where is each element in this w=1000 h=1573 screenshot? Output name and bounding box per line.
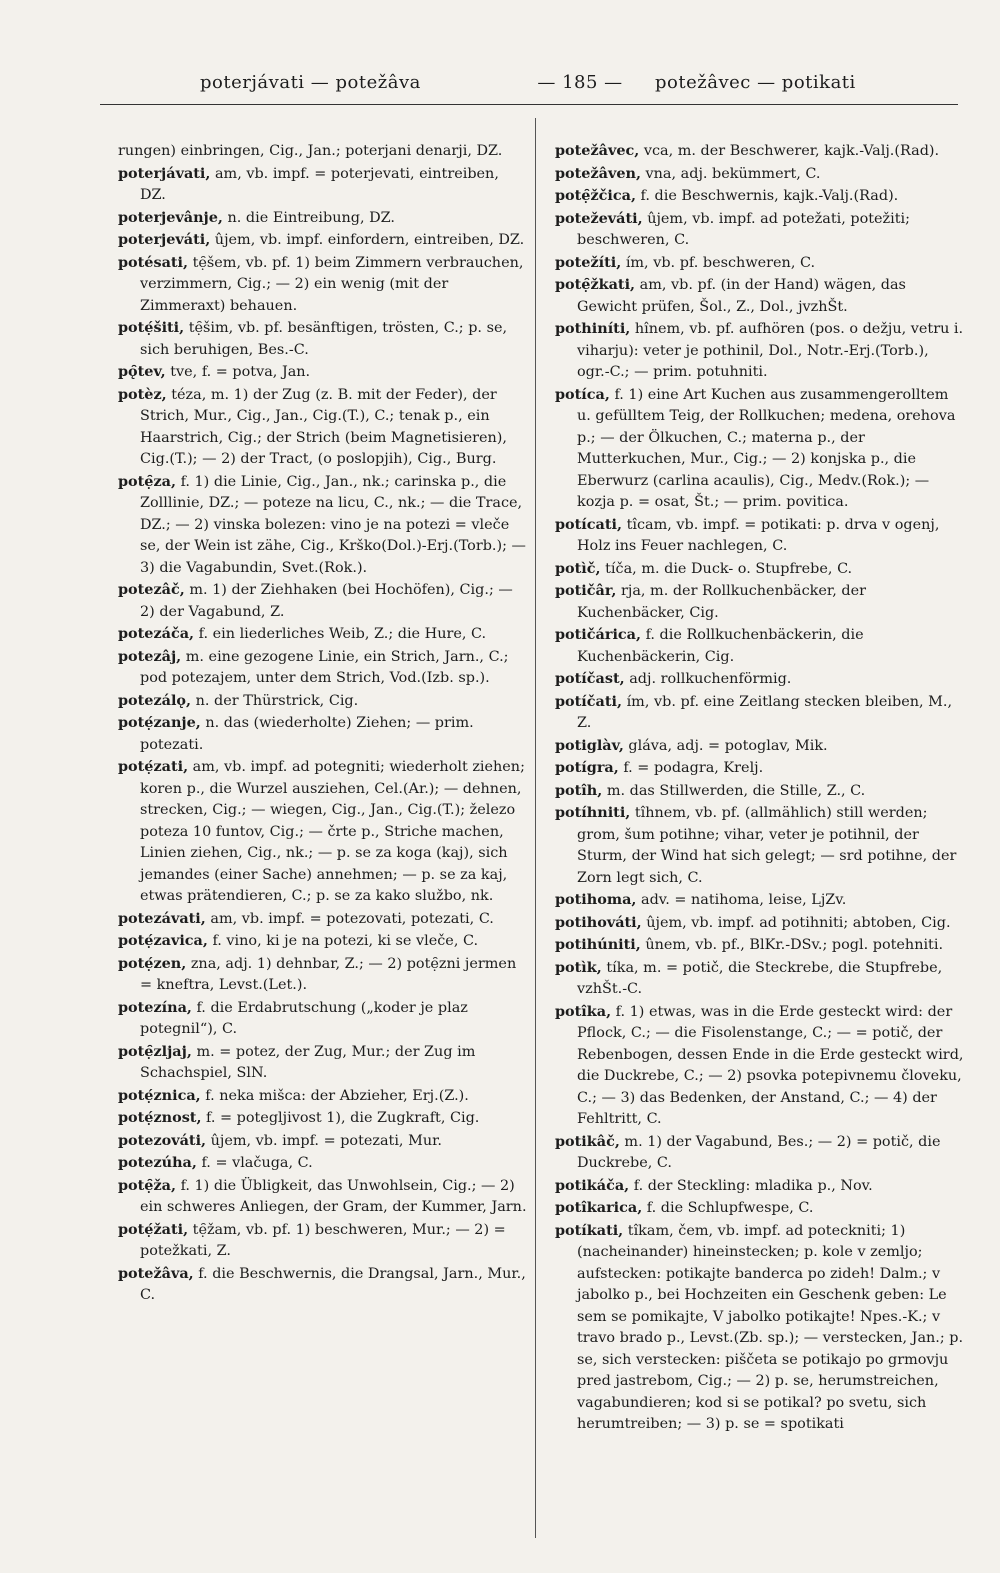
entry-definition: f. = vlačuga, C. bbox=[201, 1155, 313, 1171]
dictionary-entry bbox=[118, 1263, 528, 1307]
right-column bbox=[555, 140, 965, 1436]
entry-headword: potežâvec, bbox=[555, 142, 640, 159]
entry-headword: pǫ̑tev, bbox=[118, 363, 166, 380]
entry-headword: potîkarica, bbox=[555, 1199, 643, 1216]
entry-headword: potẹ̑zljaj, bbox=[118, 1042, 192, 1060]
dictionary-entry bbox=[118, 756, 528, 908]
dictionary-entry bbox=[555, 1131, 965, 1175]
dictionary-entry bbox=[555, 514, 965, 558]
entry-definition: vca, m. der Beschwerer, kajk.-Valj.(Rad). bbox=[643, 143, 940, 159]
entry-headword: potícati, bbox=[555, 515, 622, 533]
entry-definition: tíka, m. = potič, die Steckrebe, die Stupfrebe, vzhŠt.-C. bbox=[577, 959, 943, 997]
entry-definition: téza, m. 1) der Zug (z. B. mit der Feder), der Strich, Mur., Cig., Jan., Cig.(T.), C.; tenak p., ein Haarstrich, Cig.; der Strich (beim Magnetisieren), Cig.(T.); — 2) der Tract, (o poslopjih), Cig., Burg. bbox=[140, 386, 507, 467]
entry-definition: f. 1) die Übligkeit, das Unwohlsein, Cig.; — 2) ein schweres Anliegen, der Gram, der Kummer, Jarn. bbox=[140, 1177, 527, 1215]
entry-definition: tîkam, čem, vb. impf. ad poteckniti; 1) (nacheinander) hineinstecken; p. kole v zemljo; aufstecken: potikajte banderca po zideh! Dalm.; v jabolko p., bei Hochzeiten ein Geschenk geben: Le sem se pomikajte, V jabolko potikajte! Npes.-K.; v travo brado p., Levst.(Zb. sp.); — verstecken, Jan.; p. se, sich verstecken: piščeta se potikajo po grmovju pred jastrebom, Cig.; — 2) p. se, herumstreichen, vagabundieren; kod si se potikal? po svetu, sich herumtreiben; — 3) p. se = spotikati bbox=[577, 1222, 964, 1432]
dictionary-entry bbox=[118, 997, 528, 1041]
entry-headword: potezávati, bbox=[118, 909, 206, 927]
entry-definition: rungen) einbringen, Cig., Jan.; poterjani denarji, DZ. bbox=[118, 143, 503, 159]
dictionary-entry bbox=[555, 957, 965, 1001]
entry-definition: ûnem, vb. pf., BlKr.-DSv.; pogl. potehniti. bbox=[645, 937, 944, 953]
entry-definition: f. der Steckling: mladika p., Nov. bbox=[633, 1177, 873, 1194]
entry-headword: potẹ́znost, bbox=[118, 1109, 202, 1126]
entry-definition: rja, m. der Rollkuchenbäcker, der Kuchenbäcker, Cig. bbox=[577, 583, 866, 621]
entry-headword: potikâč, bbox=[555, 1132, 620, 1150]
entry-definition: hînem, vb. pf. aufhören (pos. o dežju, vetru i. viharju): veter je pothinil, Dol., Notr.-Erj.(Torb.), ogr.-C.; — prim. potuhniti. bbox=[577, 321, 964, 380]
entry-headword: potésati, bbox=[118, 253, 189, 271]
entry-definition: n. die Eintreibung, DZ. bbox=[227, 209, 395, 226]
entry-headword: potezáča, bbox=[118, 625, 195, 642]
entry-headword: potezâj, bbox=[118, 647, 182, 665]
dictionary-entry bbox=[555, 274, 965, 318]
entry-headword: potíčati, bbox=[555, 692, 622, 710]
entry-headword: potẹ̑ža, bbox=[118, 1176, 176, 1194]
entry-headword: potežíti, bbox=[555, 253, 622, 271]
running-header bbox=[100, 72, 950, 108]
entry-headword: potezína, bbox=[118, 998, 192, 1016]
dictionary-entry bbox=[118, 1130, 528, 1153]
dictionary-entry bbox=[555, 1220, 965, 1436]
dictionary-entry bbox=[118, 361, 528, 384]
dictionary-entry bbox=[555, 889, 965, 912]
entry-headword: potìč, bbox=[555, 559, 601, 577]
dictionary-entry bbox=[555, 1175, 965, 1198]
dictionary-entry bbox=[555, 140, 965, 163]
dictionary-entry bbox=[118, 930, 528, 953]
entry-definition: adv. = natihoma, leise, LjZv. bbox=[640, 892, 847, 908]
entry-headword: potezálǫ, bbox=[118, 691, 192, 709]
entry-definition: f. neka mišca: der Abzieher, Erj.(Z.). bbox=[205, 1087, 469, 1104]
entry-definition: f. die Erdabrutschung („koder je plaz potegnil“), C. bbox=[140, 999, 468, 1037]
dictionary-entry bbox=[118, 712, 528, 756]
left-column bbox=[118, 140, 528, 1307]
entry-headword: potezâč, bbox=[118, 581, 185, 598]
dictionary-entry bbox=[555, 912, 965, 935]
entry-definition: n. das (wiederholte) Ziehen; — prim. potezati. bbox=[140, 715, 474, 753]
dictionary-entry bbox=[555, 185, 965, 208]
column-divider bbox=[535, 118, 536, 1538]
dictionary-entry bbox=[118, 1041, 528, 1085]
entry-headword: potẹ́žati, bbox=[118, 1220, 189, 1238]
dictionary-entry bbox=[118, 690, 528, 713]
entry-definition: f. = podagra, Krelj. bbox=[623, 760, 764, 776]
entry-definition: tẹ̑žam, vb. pf. 1) beschweren, Mur.; — 2) = potežkati, Z. bbox=[140, 1221, 506, 1259]
entry-definition: f. die Schlupfwespe, C. bbox=[646, 1200, 814, 1216]
entry-definition: f. 1) eine Art Kuchen aus zusammengerolltem u. gefülltem Teig, der Rollkuchen; medena, orehova p.; — der Ölkuchen, C.; materna p., der Mutterkuchen, Mur., Cig.; — 2) konjska p., die Eberwurz (carlina acaulis), Cig., Medv.(Rok.); — kozja p. = osat, Št.; — prim. povitica. bbox=[577, 386, 956, 510]
entry-definition: m. = potez, der Zug, Mur.; der Zug im Schachspiel, SlN. bbox=[140, 1043, 476, 1081]
entry-definition: tẹ̑šem, vb. pf. 1) beim Zimmern verbrauchen, verzimmern, Cig.; — 2) ein wenig (mit der Zimmeraxt) behauen. bbox=[140, 254, 524, 314]
entry-definition: tve, f. = potva, Jan. bbox=[170, 364, 311, 380]
entry-headword: pothiníti, bbox=[555, 320, 631, 337]
entry-headword: potìk, bbox=[555, 958, 602, 976]
page-number: — 185 — bbox=[537, 72, 623, 93]
entry-definition: ûjem, vb. impf. = potezati, Mur. bbox=[210, 1132, 442, 1149]
entry-headword: potígra, bbox=[555, 759, 619, 776]
entry-definition: m. 1) der Ziehhaken (bei Hochöfen), Cig.; — 2) der Vagabund, Z. bbox=[140, 582, 513, 620]
dictionary-entry bbox=[118, 163, 528, 207]
entry-definition: am, vb. impf. = poterjevati, eintreiben, DZ. bbox=[140, 165, 499, 203]
entry-definition: ûjem, vb. impf. ad potežati, potežiti; beschweren, C. bbox=[577, 210, 910, 248]
dictionary-entry bbox=[118, 623, 528, 646]
dictionary-entry bbox=[555, 252, 965, 275]
header-rule bbox=[100, 104, 958, 105]
dictionary-entry bbox=[118, 579, 528, 623]
entry-headword: potihoma, bbox=[555, 891, 637, 908]
entry-definition: adj. rollkuchenförmig. bbox=[629, 671, 792, 687]
dictionary-entry bbox=[555, 802, 965, 889]
entry-definition: tîcam, vb. impf. = potikati: p. drva v ogenj, Holz ins Feuer nachlegen, C. bbox=[577, 516, 940, 554]
entry-definition: tẹ̑šim, vb. pf. besänftigen, trösten, C.; p. se, sich beruhigen, Bes.-C. bbox=[140, 320, 508, 358]
entry-definition: vna, adj. bekümmert, C. bbox=[645, 165, 821, 182]
entry-headword: potẹ́zen, bbox=[118, 954, 187, 972]
entry-headword: potẹ̑žkati, bbox=[555, 276, 636, 293]
entry-headword: potẹ̑žčica, bbox=[555, 187, 636, 204]
entry-headword: potẹ́zati, bbox=[118, 758, 189, 775]
dictionary-entry bbox=[555, 163, 965, 186]
dictionary-entry bbox=[118, 207, 528, 230]
entry-definition: m. das Stillwerden, die Stille, Z., C. bbox=[606, 782, 866, 799]
entry-definition: tîhnem, vb. pf. (allmählich) still werden; grom, šum potihne; vihar, veter je potihnil, der Sturm, der Wind hat sich gelegt; — srd potihne, der Zorn legt sich, C. bbox=[577, 805, 957, 886]
entry-headword: potíca, bbox=[555, 385, 610, 403]
dictionary-entry bbox=[118, 1085, 528, 1108]
entry-definition: f. = potegljivost 1), die Zugkraft, Cig. bbox=[206, 1110, 480, 1126]
entry-headword: potíčast, bbox=[555, 670, 625, 687]
dictionary-entry bbox=[555, 384, 965, 514]
dictionary-entry bbox=[118, 252, 528, 318]
dictionary-entry bbox=[555, 1197, 965, 1220]
entry-definition: zna, adj. 1) dehnbar, Z.; — 2) potẹ̑zni jermen = kneftra, Levst.(Let.). bbox=[140, 955, 517, 993]
entry-headword: potičâr, bbox=[555, 582, 617, 599]
entry-headword: potezováti, bbox=[118, 1131, 207, 1149]
entry-definition: ûjem, vb. impf. einfordern, eintreiben, DZ. bbox=[214, 232, 525, 248]
entry-definition: f. die Beschwernis, kajk.-Valj.(Rad). bbox=[640, 188, 899, 204]
entry-headword: potíhniti, bbox=[555, 804, 631, 821]
dictionary-entry bbox=[118, 384, 528, 471]
dictionary-entry bbox=[118, 953, 528, 997]
dictionary-entry bbox=[555, 691, 965, 735]
entry-headword: potẹ̑za, bbox=[118, 472, 176, 490]
dictionary-entry bbox=[555, 318, 965, 384]
dictionary-entry bbox=[118, 908, 528, 931]
entry-definition: f. 1) etwas, was in die Erde gesteckt wird: der Pflock, C.; — die Fisolenstange, C.; — = potič, der Rebenbogen, dessen Ende in die Erde gesteckt wird, die Duckrebe, C.; — 2) psovka potepivnemu človeku, C.; — 3) das Bedenken, der Anstand, C.; — 4) der Fehltritt, C. bbox=[577, 1003, 964, 1127]
dictionary-entry bbox=[118, 317, 528, 361]
dictionary-entry bbox=[118, 471, 528, 580]
entry-definition: tíča, m. die Duck- o. Stupfrebe, C. bbox=[605, 560, 853, 577]
entry-definition: f. die Rollkuchenbäckerin, die Kuchenbäckerin, Cig. bbox=[577, 627, 864, 665]
entry-definition: n. der Thürstrick, Cig. bbox=[195, 692, 359, 709]
header-right-guide-words: potežâvec — potikati bbox=[655, 72, 856, 93]
dictionary-entry bbox=[118, 1219, 528, 1263]
dictionary-entry bbox=[555, 208, 965, 252]
entry-headword: potičárica, bbox=[555, 626, 642, 643]
entry-definition: am, vb. impf. ad potegniti; wiederholt ziehen; koren p., die Wurzel ausziehen, Cel.(Ar.); — dehnen, strecken, Cig.; — wiegen, Cig., Jan., Cig.(T.); železo poteza 10 funtov, Cig.; — črte p., Striche machen, Linien ziehen, Cig., nk.; — p. se za koga (kaj), sich jemandes (einer Sache) annehmen; — p. se za kaj, etwas prätendieren, C.; p. se za kako službo, nk. bbox=[140, 759, 525, 904]
dictionary-entry bbox=[555, 1001, 965, 1131]
entry-definition: am, vb. impf. = potezovati, potezati, C. bbox=[210, 910, 494, 927]
dictionary-entry bbox=[118, 1152, 528, 1175]
entry-headword: potihováti, bbox=[555, 913, 642, 931]
dictionary-entry bbox=[555, 735, 965, 758]
entry-headword: poterjeváti, bbox=[118, 231, 211, 248]
dictionary-entry bbox=[118, 1175, 528, 1219]
dictionary-entry bbox=[555, 558, 965, 581]
entry-headword: poteževáti, bbox=[555, 209, 643, 227]
header-left-guide-words: poterjávati — potežâva bbox=[200, 72, 421, 93]
entry-headword: poterjávati, bbox=[118, 164, 211, 182]
entry-headword: potẹ́šiti, bbox=[118, 319, 185, 336]
dictionary-entry bbox=[118, 229, 528, 252]
dictionary-entry bbox=[118, 140, 528, 163]
entry-headword: potihúniti, bbox=[555, 936, 641, 953]
entry-definition: ûjem, vb. impf. ad potihniti; abtoben, Cig. bbox=[646, 914, 951, 931]
entry-headword: potèz, bbox=[118, 385, 167, 403]
entry-headword: potežâven, bbox=[555, 164, 641, 182]
entry-definition: f. ein liederliches Weib, Z.; die Hure, C. bbox=[198, 626, 487, 642]
dictionary-entry bbox=[555, 780, 965, 803]
entry-headword: poterjevânje, bbox=[118, 208, 223, 226]
entry-headword: potezúha, bbox=[118, 1154, 197, 1171]
entry-headword: potẹ́zanje, bbox=[118, 714, 201, 731]
dictionary-entry bbox=[555, 668, 965, 691]
entry-headword: potẹ́znica, bbox=[118, 1086, 201, 1104]
dictionary-entry bbox=[555, 624, 965, 668]
entry-definition: ím, vb. pf. eine Zeitlang stecken bleiben, M., Z. bbox=[577, 693, 953, 731]
dictionary-entry bbox=[555, 934, 965, 957]
dictionary-entry bbox=[118, 646, 528, 690]
entry-definition: gláva, adj. = potoglav, Mik. bbox=[628, 737, 828, 754]
entry-headword: potíkati, bbox=[555, 1221, 624, 1239]
dictionary-entry bbox=[118, 1107, 528, 1130]
entry-headword: potẹ́zavica, bbox=[118, 932, 208, 949]
entry-headword: potîh, bbox=[555, 781, 603, 799]
entry-headword: potežâva, bbox=[118, 1264, 194, 1282]
entry-definition: f. 1) die Linie, Cig., Jan., nk.; carinska p., die Zolllinie, DZ.; — poteze na licu, C., nk.; — die Trace, DZ.; — 2) vinska bolezen: vino je na potezi = vleče se, der Wein ist zähe, Cig., Krško(Dol.)-Erj.(Torb.); — 3) die Vagabundin, Svet.(Rok.). bbox=[140, 473, 526, 576]
entry-definition: m. eine gezogene Linie, ein Strich, Jarn., C.; pod potezajem, unter dem Strich, Vod.(Izb. sp.). bbox=[140, 648, 509, 686]
entry-definition: ím, vb. pf. beschweren, C. bbox=[625, 254, 816, 271]
entry-headword: potiglàv, bbox=[555, 736, 624, 754]
entry-headword: potîka, bbox=[555, 1002, 612, 1020]
entry-definition: am, vb. pf. (in der Hand) wägen, das Gewicht prüfen, Šol., Z., Dol., jvzhŠt. bbox=[577, 277, 906, 315]
entry-headword: potikáča, bbox=[555, 1176, 630, 1194]
dictionary-entry bbox=[555, 757, 965, 780]
entry-definition: m. 1) der Vagabund, Bes.; — 2) = potič, die Duckrebe, C. bbox=[577, 1133, 941, 1171]
entry-definition: f. die Beschwernis, die Drangsal, Jarn., Mur., C. bbox=[140, 1265, 526, 1303]
entry-definition: f. vino, ki je na potezi, ki se vleče, C. bbox=[212, 933, 479, 949]
dictionary-entry bbox=[555, 580, 965, 624]
